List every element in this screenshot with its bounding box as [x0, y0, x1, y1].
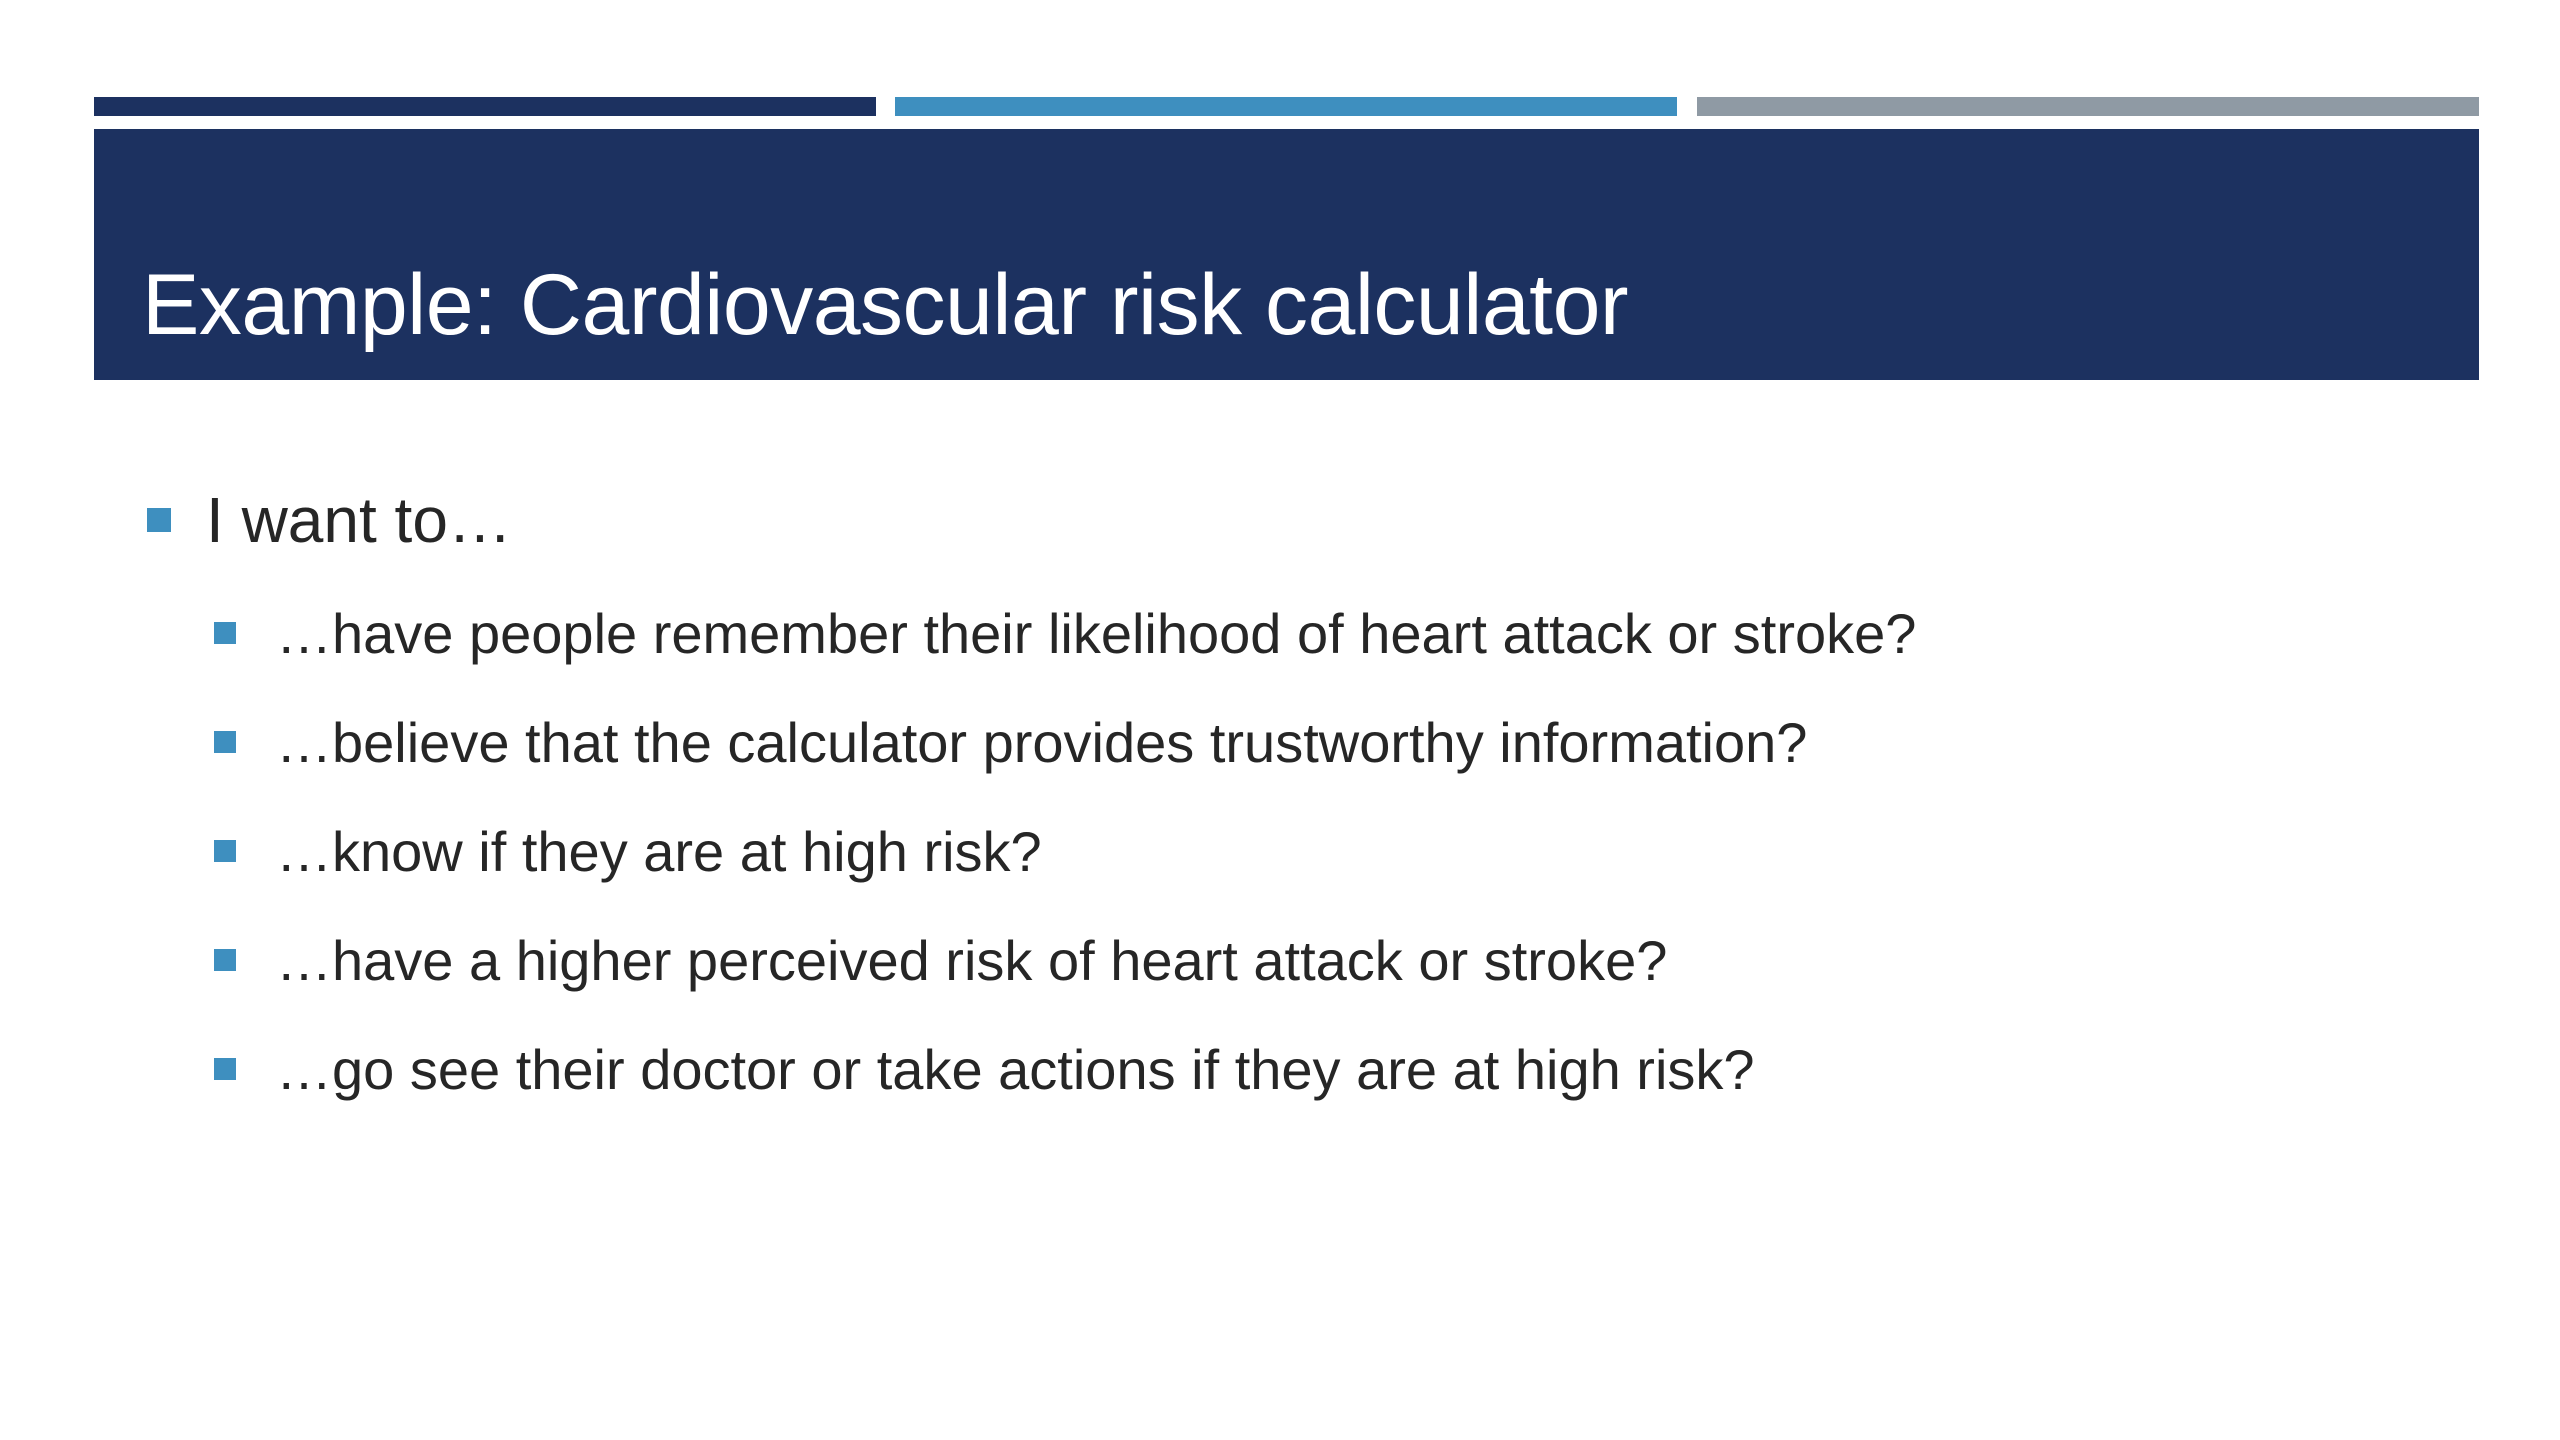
accent-bar-blue: [895, 97, 1677, 116]
slide-title: Example: Cardiovascular risk calculator: [142, 257, 1629, 353]
sub-bullet-text: …know if they are at high risk?: [276, 819, 1042, 883]
sub-bullet-text: …believe that the calculator provides trustworthy information?: [276, 710, 1808, 774]
sub-bullet-text: …have people remember their likelihood of heart attack or stroke?: [276, 601, 1917, 665]
sub-bullet-item: [214, 818, 1042, 884]
bullet-text: I want to…: [206, 484, 512, 556]
accent-bar-dark: [94, 97, 876, 116]
sub-bullet-text: …have a higher perceived risk of heart attack or stroke?: [276, 928, 1668, 992]
sub-bullet-item: [214, 600, 1916, 666]
square-bullet-icon: [214, 949, 236, 971]
square-bullet-icon: [214, 840, 236, 862]
sub-bullet-item: [214, 927, 1667, 993]
accent-bar-gray: [1697, 97, 2479, 116]
square-bullet-icon: [147, 508, 171, 532]
square-bullet-icon: [214, 622, 236, 644]
square-bullet-icon: [214, 731, 236, 753]
title-band: [94, 129, 2479, 380]
sub-bullet-item: [214, 709, 1807, 775]
square-bullet-icon: [214, 1058, 236, 1080]
sub-bullet-item: [214, 1036, 1755, 1102]
bullet-item-main: [147, 485, 512, 555]
sub-bullet-text: …go see their doctor or take actions if they are at high risk?: [276, 1037, 1755, 1101]
